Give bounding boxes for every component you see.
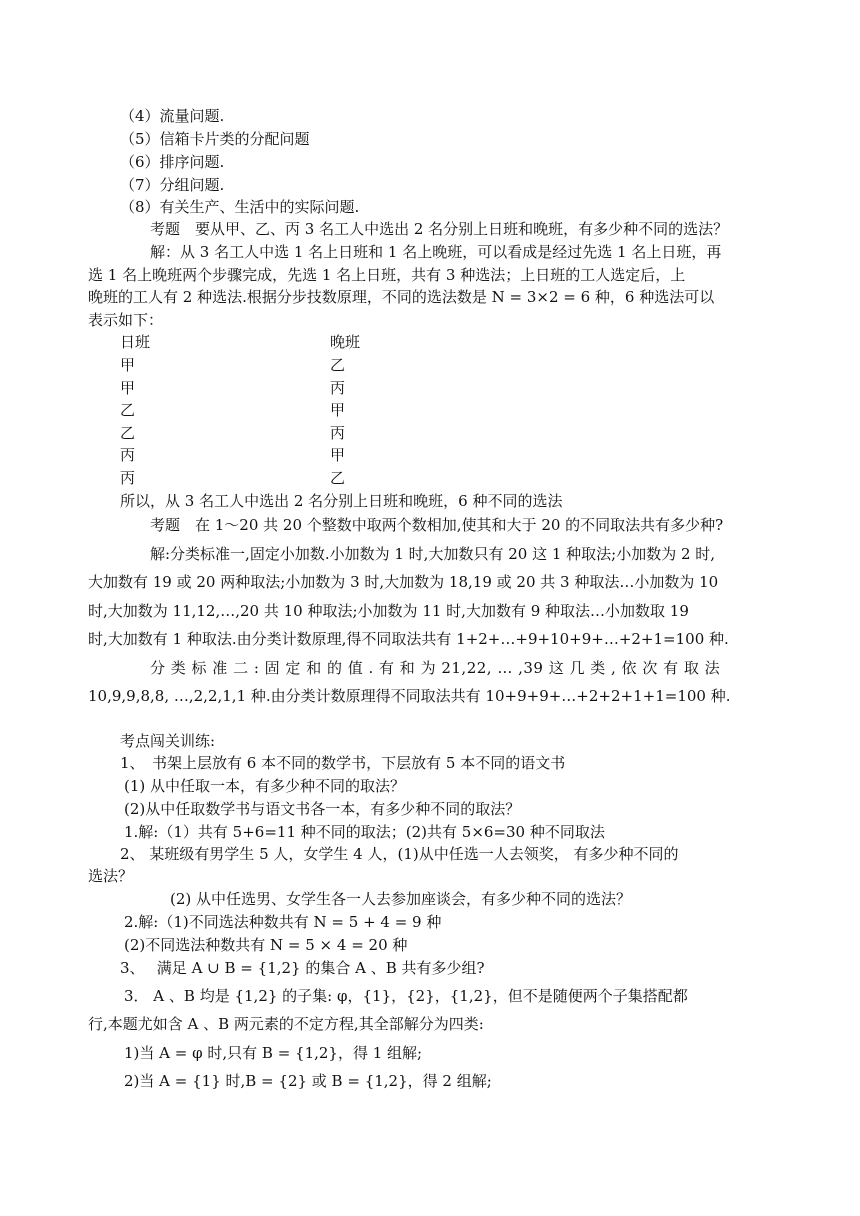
answer-2-line: 2.解:（1)不同选法种数共有 N = 5 + 4 = 9 种	[124, 913, 442, 931]
example1-solution-line: 选 1 名上晚班两个步骤完成，先选 1 名上日班，共有 3 种选法；上日班的工人选定后，上	[88, 266, 686, 284]
list-item-8: （8）有关生产、生活中的实际问题.	[120, 198, 360, 216]
question-3: 3、 满足 A ∪ B = {1,2} 的集合 A 、B 共有多少组?	[120, 959, 485, 977]
list-item-6: （6）排序问题.	[120, 153, 225, 171]
question-1: 1、 书架上层放有 6 本不同的数学书，下层放有 5 本不同的语文书	[120, 754, 566, 772]
example2-solution-line: 分 类 标 准 二 : 固 定 和 的 值 . 有 和 为 21,22, … ,39 这 几 类 , 依 次 有 取 法	[150, 659, 721, 677]
example1-title: 考题 要从甲、乙、丙 3 名工人中选出 2 名分别上日班和晚班，有多少种不同的选法？	[150, 220, 729, 238]
table-cell: 乙	[120, 424, 136, 442]
table-cell: 甲	[330, 446, 346, 464]
training-heading: 考点闯关训练:	[120, 732, 216, 750]
list-item-5: （5）信箱卡片类的分配问题	[120, 130, 310, 148]
table-cell: 甲	[120, 356, 136, 374]
table-cell: 乙	[330, 356, 346, 374]
question-2-line: 2、 某班级有男学生 5 人，女学生 4 人，(1)从中任选一人去领奖， 有多少种不同的	[120, 845, 679, 863]
answer-2-line: (2)不同选法种数共有 N = 5 × 4 = 20 种	[124, 936, 408, 954]
table-cell: 甲	[120, 379, 136, 397]
example2-solution-line: 大加数有 19 或 20 两种取法;小加数为 3 时,大加数为 18,19 或 20 共 3 种取法…小加数为 10	[88, 573, 719, 591]
list-item-4: （4）流量问题.	[120, 107, 225, 125]
answer-3-line: 行,本题尤如含 A 、B 两元素的不定方程,其全部解分为四类:	[88, 1015, 484, 1033]
list-item-7: （7）分组问题.	[120, 176, 225, 194]
example1-conclusion: 所以，从 3 名工人中选出 2 名分别上日班和晚班，6 种不同的选法	[120, 492, 563, 510]
answer-3-line: 2)当 A = {1} 时,B = {2} 或 B = {1,2}，得 2 组解;	[124, 1072, 492, 1090]
example1-solution-line: 解：从 3 名工人中选 1 名上日班和 1 名上晚班，可以看成是经过先选 1 名上日班，再	[150, 243, 722, 261]
table-cell: 甲	[330, 401, 346, 419]
question-2-line: 选法？	[88, 867, 134, 885]
question-2-part-2: (2) 从中任选男、女学生各一人去参加座谈会，有多少种不同的选法？	[170, 890, 632, 908]
table-cell: 乙	[120, 401, 136, 419]
question-1-part-1: (1) 从中任取一本，有多少种不同的取法？	[124, 777, 406, 795]
answer-3-line: 1)当 A = φ 时,只有 B = {1,2}，得 1 组解;	[124, 1044, 423, 1062]
example2-solution-line: 解:分类标准一,固定小加数.小加数为 1 时,大加数只有 20 这 1 种取法;小加数为 2 时,	[150, 545, 716, 563]
question-1-part-2: (2)从中任取数学书与语文书各一本，有多少种不同的取法？	[124, 800, 521, 818]
table-header-night: 晚班	[330, 333, 361, 351]
table-cell: 丙	[330, 424, 346, 442]
example1-solution-line: 晚班的工人有 2 种选法.根据分步技数原理，不同的选法数是 N = 3×2 = 6 种，6 种选法可以	[88, 288, 715, 306]
example2-title: 考题 在 1～20 共 20 个整数中取两个数相加,使其和大于 20 的不同取法共有多少种?	[150, 516, 724, 534]
example2-solution-line: 10,9,9,8,8, …,2,2,1,1 种.由分类计数原理得不同取法共有 10+9+9+…+2+2+1+1=100 种.	[88, 687, 731, 705]
table-cell: 乙	[330, 469, 346, 487]
table-cell: 丙	[120, 469, 136, 487]
table-cell: 丙	[330, 379, 346, 397]
example1-solution-line: 表示如下：	[88, 311, 164, 329]
example2-solution-line: 时,大加数有 1 种取法.由分类计数原理,得不同取法共有 1+2+…+9+10+9+…+2+1=100 种.	[88, 630, 729, 648]
answer-1: 1.解:（1）共有 5+6=11 种不同的取法；(2)共有 5×6=30 种不同取法	[124, 823, 605, 841]
answer-3-line: 3． A 、B 均是 {1,2} 的子集: φ，{1}，{2}，{1,2}，但不是随便两个子集搭配都	[124, 987, 688, 1005]
table-cell: 丙	[120, 446, 136, 464]
table-header-day: 日班	[120, 333, 151, 351]
example2-solution-line: 时,大加数为 11,12,…,20 共 10 种取法;小加数为 11 时,大加数有 9 种取法…小加数取 19	[88, 602, 689, 620]
